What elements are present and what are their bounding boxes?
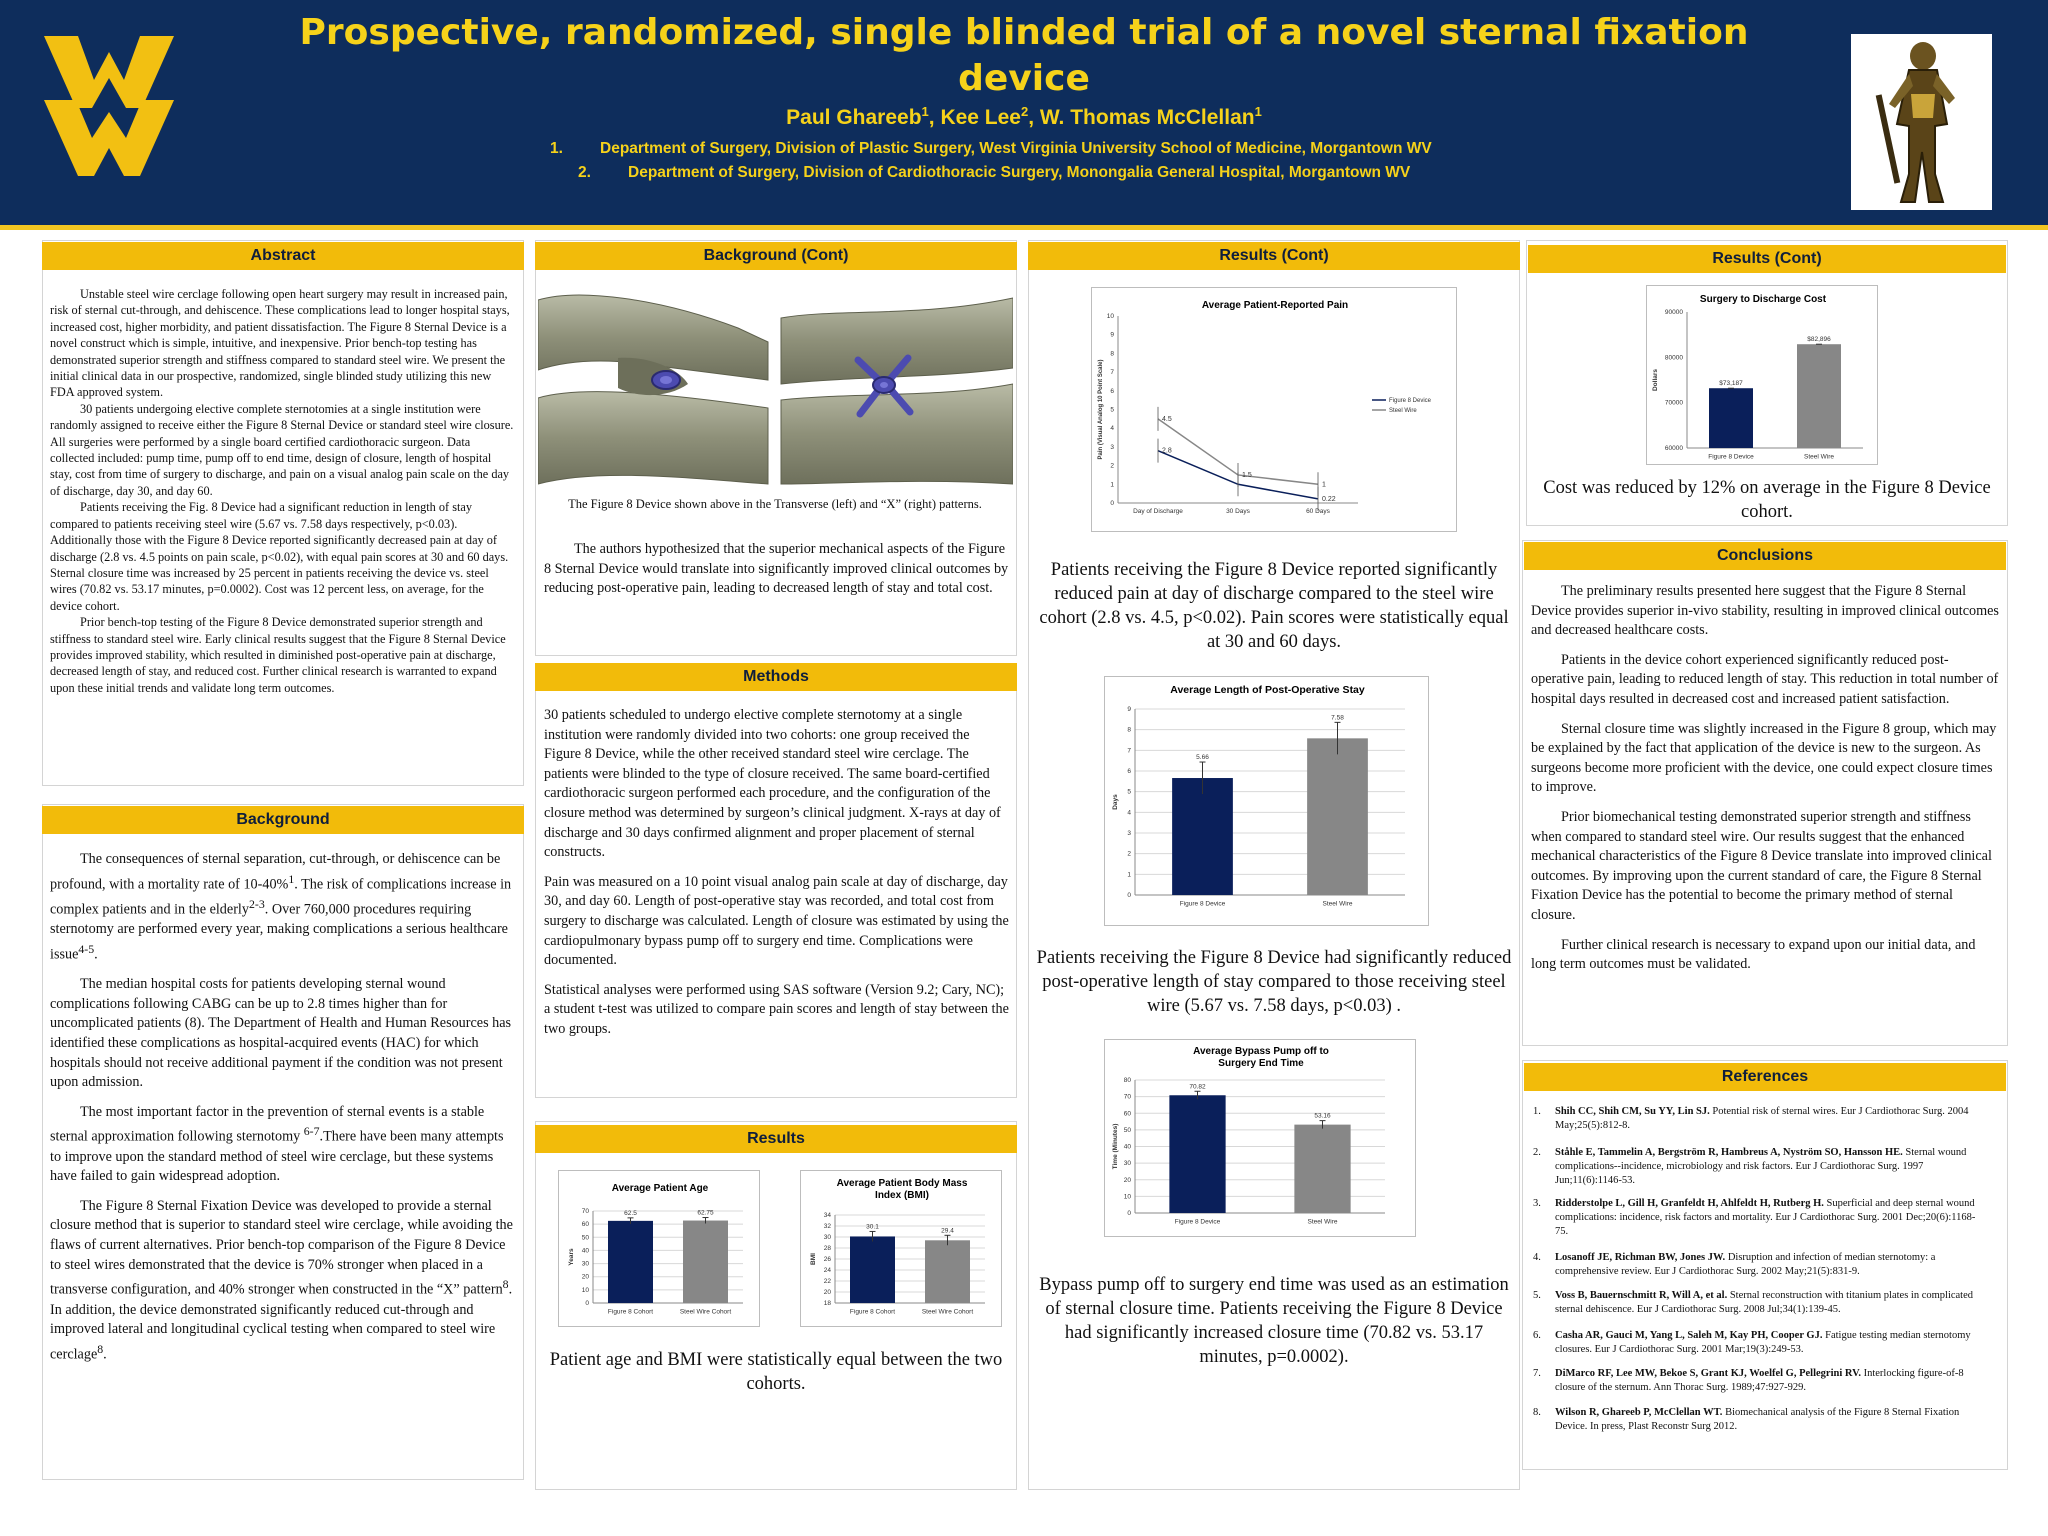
y-tick-label: 40	[581, 1247, 589, 1255]
x-tick-label: Steel Wire Cohort	[921, 1308, 974, 1316]
legend-label: Steel Wire	[1389, 408, 1417, 414]
affiliation-text: Department of Surgery, Division of Plastic Surgery, West Virginia University School of Medicine, Morgantown WV	[600, 140, 1432, 157]
wv-logo-icon	[44, 34, 174, 184]
methods-paragraph: Pain was measured on a 10 point visual analog pain scale at day of discharge, day 30, and day 60. Length of post-operative stay was recorded, and total cost from surgery to discharge was calculated. Length of closure was estimated by using the cardiopulmonary bypass pump off to surgery end time. Complications were documented.	[544, 873, 1009, 969]
bmi-chart	[800, 1170, 1002, 1327]
affiliation-line	[578, 164, 1410, 182]
conclusions-text	[1531, 582, 2001, 985]
author-name: W. Thomas McClellan	[1039, 106, 1255, 129]
data-label: 53.16	[1314, 1112, 1331, 1120]
author-affiliation-number: 1	[1254, 104, 1262, 119]
y-tick-label: 60	[581, 1221, 589, 1229]
data-label: 7.58	[1331, 714, 1344, 722]
conclusions-paragraph: Further clinical research is necessary to expand upon our initial data, and long term outcomes must be validated.	[1531, 936, 1976, 973]
y-tick-label: 6	[1110, 387, 1114, 395]
x-tick-label: Figure 8 Cohort	[849, 1308, 896, 1316]
abstract-paragraph: Patients receiving the Fig. 8 Device had a significant reduction in length of stay compared to patients receiving steel wire (5.67 vs. 7.58 days respectively, p<0.03). Additionally those with the Figure 8 Device reported significantly decreased pain at day of discharge (2.8 vs. 4.5 points on pain scale, p<0.02), with equal pain scores at 30 and 60 days. Sternal closure time was increased by 25 percent in patients receiving the device vs. steel wires (70.82 vs. 53.17 minutes, p=0.0002). Cost was 12 percent less, on average, for the device cohort.	[50, 500, 509, 613]
data-label: $73,187	[1719, 380, 1743, 388]
pain-caption: Patients receiving the Figure 8 Device reported significantly reduced pain at day of discharge compared to the steel wire cohort (2.8 vs. 4.5, p<0.02). Pain scores were statistically equal at 30 and 60 days.	[1039, 560, 1509, 652]
cost-caption: Cost was reduced by 12% on average in the Figure 8 Device cohort.	[1543, 478, 1991, 522]
y-tick-label: 28	[823, 1245, 831, 1252]
y-tick-label: 70	[581, 1208, 589, 1215]
y-tick-label: 26	[823, 1256, 831, 1263]
y-tick-label: 30	[581, 1260, 589, 1268]
y-tick-label: 2	[1127, 850, 1131, 858]
data-label: 5.66	[1196, 754, 1209, 762]
results-heading: Results	[535, 1125, 1017, 1153]
reference-item: 7. DiMarco RF, Lee MW, Bekoe S, Grant KJ, Woelfel G, Pellegrini RV. Interlocking figure-of-8 closure of the sternum. Ann Thorac Surg. 1989;47:927-929.	[1533, 1368, 1964, 1393]
bar	[1294, 1125, 1350, 1213]
y-tick-label: 10	[581, 1286, 589, 1294]
y-tick-label: 18	[823, 1300, 831, 1307]
conclusions-paragraph: Prior biomechanical testing demonstrated superior strength and stiffness when compared to standard steel wire. Our results suggest that the enhanced mechanical characteristics of the Figure 8 Device translate into improved clinical outcomes. By improving upon the current standard of care, the Figure 8 Sternal Fixation Device has the potential to become the primary method of sternal closure.	[1531, 808, 1992, 923]
y-tick-label: 7	[1110, 369, 1114, 377]
y-tick-label: 9	[1127, 706, 1131, 713]
y-axis-label: Dollars	[1652, 368, 1659, 392]
methods-paragraph: Statistical analyses were performed using SAS software (Version 9.2; Cary, NC); a student t-test was utilized to compare pain scores and length of stay between the two groups.	[544, 981, 1009, 1037]
y-tick-label: 50	[1123, 1126, 1131, 1134]
y-tick-label: 80	[1123, 1077, 1131, 1084]
y-tick-label: 1	[1110, 481, 1114, 489]
bar	[608, 1221, 653, 1303]
y-axis-label: Pain (Visual Analog 10 Point Scale)	[1098, 359, 1104, 460]
y-tick-label: 3	[1127, 830, 1131, 837]
age-bmi-caption: Patient age and BMI were statistically equal between the two cohorts.	[549, 1350, 1003, 1394]
chart-title: Index (BMI)	[875, 1190, 929, 1201]
chart-title: Average Bypass Pump off to	[1193, 1046, 1329, 1057]
data-label: 2.8	[1162, 447, 1172, 455]
poster-header	[0, 0, 2048, 225]
x-tick-label: Steel Wire Cohort	[679, 1308, 732, 1316]
background-paragraph: The most important factor in the prevention of sternal events is a stable sternal approximation following sternotomy $^{6-7}$.There have been many attempts to improve upon the standard method of steel wire cerclage, but these systems have failed to gain widespread adoption.	[50, 1103, 504, 1185]
data-label: 62.75	[697, 1209, 714, 1217]
y-tick-label: 70	[1123, 1093, 1131, 1101]
conclusions-paragraph: The preliminary results presented here suggest that the Figure 8 Sternal Device provides superior in-vivo stability, resulting in improved clinical outcomes and decreased healthcare costs.	[1531, 583, 1999, 639]
y-tick-label: 1	[1127, 871, 1131, 879]
chart-title: Average Patient Body Mass	[836, 1178, 968, 1189]
y-tick-label: 0	[1110, 500, 1114, 507]
y-tick-label: 9	[1110, 331, 1114, 339]
y-tick-label: 70000	[1664, 399, 1683, 407]
abstract-text	[50, 286, 516, 696]
y-axis-label: Time (Minutes)	[1112, 1123, 1119, 1170]
y-tick-label: 30	[1123, 1160, 1131, 1168]
device-render-figure	[538, 288, 1013, 488]
y-axis-label: BMI	[810, 1253, 817, 1265]
y-tick-label: 10	[1123, 1193, 1131, 1201]
bar	[1797, 344, 1841, 448]
chart-title: Surgery End Time	[1218, 1058, 1304, 1069]
y-tick-label: 50	[581, 1234, 589, 1242]
y-tick-label: 24	[823, 1267, 831, 1274]
y-tick-label: 5	[1110, 406, 1114, 414]
bar	[1307, 738, 1368, 895]
y-tick-label: 90000	[1664, 309, 1683, 316]
x-tick-label: Steel Wire	[1804, 453, 1834, 461]
bar	[850, 1236, 895, 1303]
conclusions-paragraph: Sternal closure time was slightly increased in the Figure 8 group, which may be explained by the fact that application of the device is new to the surgeon. As surgeons become more proficient with the device, one could expect closure times to improve.	[1531, 720, 1997, 796]
reference-item: 1. Shih CC, Shih CM, Su YY, Lin SJ. Potential risk of sternal wires. Eur J Cardiothorac Surg. 2004 May;25(5):812-8.	[1533, 1106, 1969, 1131]
reference-item: 8. Wilson R, Ghareeb P, McClellan WT. Biomechanical analysis of the Figure 8 Sternal Fixation Device. In press, Plast Reconstr Surg 2012.	[1533, 1407, 1960, 1432]
x-tick-label: 30 Days	[1226, 508, 1250, 515]
chart-title: Average Length of Post-Operative Stay	[1170, 684, 1365, 696]
chart-title: Average Patient-Reported Pain	[1201, 300, 1349, 311]
background-cont-heading: Background (Cont)	[535, 242, 1017, 270]
x-tick-label: Figure 8 Device	[1174, 1218, 1221, 1226]
methods-paragraph: 30 patients scheduled to undergo elective complete sternotomy at a single institution were randomly divided into two cohorts: one group received the Figure 8 Device, while the other received standard steel wire cerclage. The patients were blinded to the type of closure received. The same board-certified cardiothoracic surgeon performed each procedure, and the configuration of the closure method was determined by surgeon’s clinical judgment. X-rays at day of discharge and 30 days confirmed alignment and proper placement of sternal constructs.	[544, 707, 1001, 861]
bar	[1169, 1095, 1225, 1213]
background-cont-text	[544, 540, 1010, 609]
x-tick-label: Day of Discharge	[1133, 508, 1183, 515]
y-tick-label: 20	[581, 1273, 589, 1281]
abstract-paragraph: 30 patients undergoing elective complete sternotomies at a single institution were randomly assigned to receive either the Figure 8 Sternal Device or standard steel wire closure. All surgeries were performed by a single board certified cardiothoracic surgeon. Data collected included: pump time, pump off to end time, design of closure, length of hospital stay, cost from time of surgery to discharge, and pain on a visual analog pain scale on the day of discharge, day 30, and day 60.	[50, 401, 514, 498]
y-tick-label: 80000	[1664, 354, 1683, 362]
y-tick-label: 0	[1127, 1210, 1131, 1217]
y-tick-label: 8	[1110, 350, 1114, 358]
background-text	[50, 850, 516, 1375]
conclusions-paragraph: Patients in the device cohort experienced significantly reduced post-operative pain, leading to reduced length of stay. This reduction in total number of hospital days resulted in decreased cost and increased patient satisfaction.	[1531, 651, 1999, 707]
author-affiliation-number: 1	[921, 104, 929, 119]
reference-item: 6. Casha AR, Gauci M, Yang L, Saleh M, Kay PH, Cooper GJ. Fatigue testing median sternotomy closures. Eur J Cardiothorac Surg. 2001 Mar;19(3):249-53.	[1533, 1330, 1971, 1355]
y-tick-label: 34	[823, 1212, 831, 1219]
methods-heading: Methods	[535, 663, 1017, 691]
bar	[1172, 778, 1233, 895]
bar	[1709, 388, 1753, 448]
device-figure-caption: The Figure 8 Device shown above in the Transverse (left) and “X” (right) patterns.	[568, 497, 982, 511]
background-heading: Background	[42, 806, 524, 834]
y-tick-label: 0	[585, 1300, 589, 1307]
y-tick-label: 3	[1110, 443, 1114, 451]
reference-item: 5. Voss B, Bauernschmitt R, Will A, et al. Sternal reconstruction with titanium plates in complicated sternal dehiscence. Eur J Cardiothorac Surg. 2008 Jul;34(1):139-45.	[1533, 1290, 1974, 1315]
chart-title: Average Patient Age	[611, 1183, 709, 1194]
legend-label: Figure 8 Device	[1389, 398, 1432, 404]
affiliation-text: Department of Surgery, Division of Cardiothoracic Surgery, Monongalia General Hospital, Morgantown WV	[628, 164, 1411, 181]
conclusions-heading: Conclusions	[1524, 542, 2006, 570]
author-name: Kee Lee	[940, 106, 1021, 129]
x-tick-label: 60 Days	[1306, 508, 1330, 515]
y-tick-label: 0	[1127, 892, 1131, 899]
x-tick-label: Steel Wire	[1322, 900, 1353, 908]
figure-8-device-render-icon	[538, 288, 1013, 488]
abstract-heading: Abstract	[42, 242, 524, 270]
stay-chart	[1104, 676, 1429, 926]
y-tick-label: 10	[1106, 313, 1114, 320]
y-tick-label: 30	[823, 1234, 831, 1241]
data-label: 30.1	[866, 1223, 879, 1231]
y-axis-label: Days	[1112, 794, 1119, 810]
data-label: 1	[1322, 481, 1326, 489]
background-paragraph: The consequences of sternal separation, cut-through, or dehiscence can be profound, with a mortality rate of 10-40%$^1$. The risk of complications increase in complex patients and in the elderly$^{2-3}$. Over 760,000 procedures requiring sternotomy are performed every year, making complications a serious healthcare issue$^{4-5}$.	[50, 851, 512, 963]
affiliation-number: 2.	[578, 164, 591, 181]
cost-chart	[1646, 285, 1878, 465]
y-tick-label: 32	[823, 1223, 831, 1230]
data-label: 29.4	[941, 1227, 954, 1235]
y-tick-label: 20	[823, 1289, 831, 1296]
x-tick-label: Figure 8 Device	[1179, 900, 1226, 908]
results-cont-heading: Results (Cont)	[1028, 242, 1520, 270]
x-tick-label: Figure 8 Cohort	[607, 1308, 654, 1316]
y-axis-label: Years	[568, 1248, 575, 1266]
data-label: 1.5	[1242, 471, 1252, 479]
data-label: 70.82	[1189, 1083, 1206, 1091]
header-divider	[0, 225, 2048, 230]
y-tick-label: 8	[1127, 726, 1131, 734]
y-tick-label: 7	[1127, 747, 1131, 755]
author-list: Paul Ghareeb$^1$, Kee Lee$^2$, W. Thomas McClellan$^1$	[786, 104, 1262, 129]
results-cont-2-heading: Results (Cont)	[1528, 245, 2006, 273]
x-tick-label: Steel Wire	[1307, 1218, 1338, 1226]
affiliation-number: 1.	[550, 140, 563, 157]
bar	[683, 1221, 728, 1303]
y-tick-label: 6	[1127, 768, 1131, 775]
y-tick-label: 20	[1123, 1176, 1131, 1184]
abstract-paragraph: Prior bench-top testing of the Figure 8 Device demonstrated superior strength and stiffness to standard steel wire. Early clinical results suggest that the Figure 8 Sternal Device provides improved stability, which resulted in diminished post-operative pain at discharge, decreased length of stay, and reduced cost. Further clinical research is warranted to expand upon these initial trends and validate long term outcomes.	[50, 615, 506, 695]
affiliation-line	[550, 140, 1432, 158]
background-paragraph: The median hospital costs for patients developing sternal wound complications following CABG can be up to 2.8 times higher than for uncomplicated patients (8). The Department of Health and Human Resources has identified these complications as hospital-acquired events (HAC) for which hospitals should not receive additional payment if the condition was not present upon admission.	[50, 976, 512, 1091]
references-heading: References	[1524, 1063, 2006, 1091]
x-tick-label: Figure 8 Device	[1708, 453, 1754, 461]
y-tick-label: 4	[1127, 809, 1131, 817]
chart-title: Surgery to Discharge Cost	[1699, 294, 1827, 305]
mountaineer-mascot-icon	[1851, 34, 1992, 210]
abstract-paragraph: Unstable steel wire cerclage following open heart surgery may result in increased pain, risk of sternal cut-through, and dehiscence. These complications lead to longer hospital stays, increased cost, higher morbidity, and patient dissatisfaction. The Figure 8 Sternal Device is a novel construct which is simple, intuitive, and inexpensive. Prior bench-top testing has demonstrated superior strength and stiffness compared to standard steel wire. We present the initial clinical data in our prospective, randomized, single blinded study utilizing this new FDA approved system.	[50, 287, 510, 400]
pump-chart	[1104, 1039, 1416, 1237]
poster-title: Prospective, randomized, single blinded trial of a novel sternal fixation device	[299, 12, 1749, 99]
reference-item: 2. Ståhle E, Tammelin A, Bergström R, Hambreus A, Nyström SO, Hansson HE. Sternal wound complications--incidence, microbiology and risk factors. Eur J Cardiothorac Surg. 1997 Jun;11(6):1146-53.	[1533, 1147, 1967, 1186]
author-name: Paul Ghareeb	[786, 106, 922, 129]
data-label: 62.5	[624, 1209, 637, 1217]
y-tick-label: 4	[1110, 425, 1114, 433]
author-affiliation-number: 2	[1020, 104, 1029, 119]
data-label: 4.5	[1162, 415, 1172, 423]
y-tick-label: 22	[823, 1278, 831, 1285]
reference-item: 3. Ridderstolpe L, Gill H, Granfeldt H, Ahlfeldt H, Rutberg H. Superficial and deep sternal wound complications: incidence, risk factors and mortality. Eur J Cardiothorac Surg. 2001 Dec;20(6):1168-75.	[1533, 1198, 1976, 1237]
y-tick-label: 60000	[1664, 445, 1683, 452]
reference-item: 4. Losanoff JE, Richman BW, Jones JW. Disruption and infection of median sternotomy: a comprehensive review. Eur J Cardiothorac Surg. 2002 May;21(5):831-9.	[1533, 1252, 1936, 1277]
y-tick-label: 2	[1110, 462, 1114, 470]
data-label: $82,896	[1807, 336, 1831, 344]
stay-caption: Patients receiving the Figure 8 Device had significantly reduced post-operative length of stay compared to those receiving steel wire (5.67 vs. 7.58 days, p<0.03) .	[1036, 948, 1512, 1016]
pain-chart	[1091, 287, 1457, 532]
methods-text	[544, 706, 1010, 1050]
age-chart	[558, 1170, 760, 1327]
y-tick-label: 40	[1123, 1143, 1131, 1151]
pump-caption: Bypass pump off to surgery end time was used as an estimation of sternal closure time. Patients receiving the Figure 8 Device had significantly increased closure time (70.82 vs. 53.17 minutes, p=0.0002).	[1039, 1275, 1509, 1367]
y-tick-label: 5	[1127, 788, 1131, 796]
background-paragraph: The Figure 8 Sternal Fixation Device was developed to provide a sternal closure method that is superior to standard steel wire cerclage, while avoiding the flaws of current alternatives. Prior bench-top comparison of the Figure 8 Device to steel wires demonstrated that the device is 70% stronger when placed in a transverse configuration, and 40% stronger when constructed in the “X” pattern$^8$. In addition, the device demonstrated significantly reduced cut-through and improved lateral and longitudinal cyclical testing when compared to steel wire cerclage$^8$.	[50, 1197, 513, 1363]
background-cont-paragraph: The authors hypothesized that the superior mechanical aspects of the Figure 8 Sternal Device would translate into significantly improved clinical outcomes by reducing post-operative pain, leading to decreased length of stay and total cost.	[544, 541, 1009, 597]
y-tick-label: 60	[1123, 1110, 1131, 1118]
bar	[925, 1240, 970, 1303]
data-label: 0.22	[1322, 495, 1336, 503]
